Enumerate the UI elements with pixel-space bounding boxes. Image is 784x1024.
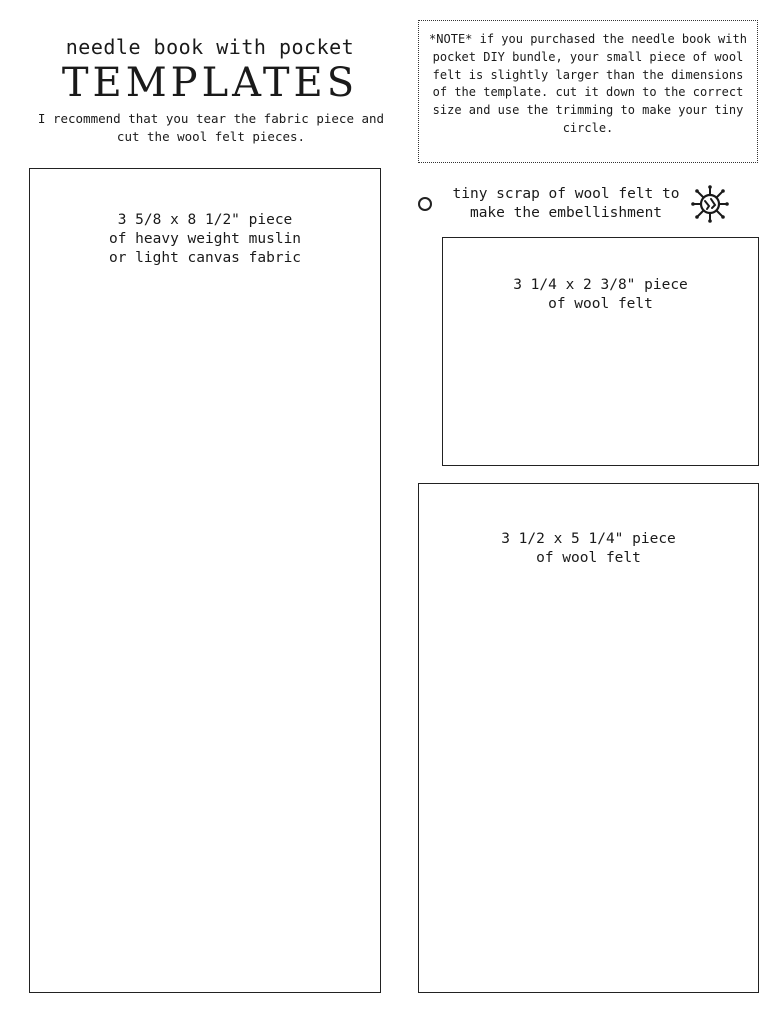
felt-small-template [442, 237, 759, 466]
felt-flower-icon [690, 184, 730, 224]
header-subtitle: needle book with pocket [65, 35, 355, 59]
felt-large-template-label: 3 1/2 x 5 1/4" piece of wool felt [501, 531, 676, 566]
circle-outline-icon [418, 197, 432, 211]
muslin-template-label: 3 5/8 x 8 1/2" piece of heavy weight muslin or light canvas fabric [108, 212, 302, 266]
scrap-label: tiny scrap of wool felt to make the embellishment [452, 186, 680, 221]
page-title: TEMPLATES [61, 60, 359, 106]
felt-small-template-label: 3 1/4 x 2 3/8" piece of wool felt [513, 277, 688, 312]
recommendation-text: I recommend that you tear the fabric piece and cut the wool felt pieces. [37, 111, 385, 144]
note-box [418, 20, 758, 163]
note-text: *NOTE* if you purchased the needle book with pocket DIY bundle, your small piece of wool felt is slightly larger than the dimensions of the template. cut it down to the correct size and use the trimming to make your tiny circle. [429, 32, 747, 135]
muslin-template [29, 168, 381, 993]
felt-large-template [418, 483, 759, 993]
